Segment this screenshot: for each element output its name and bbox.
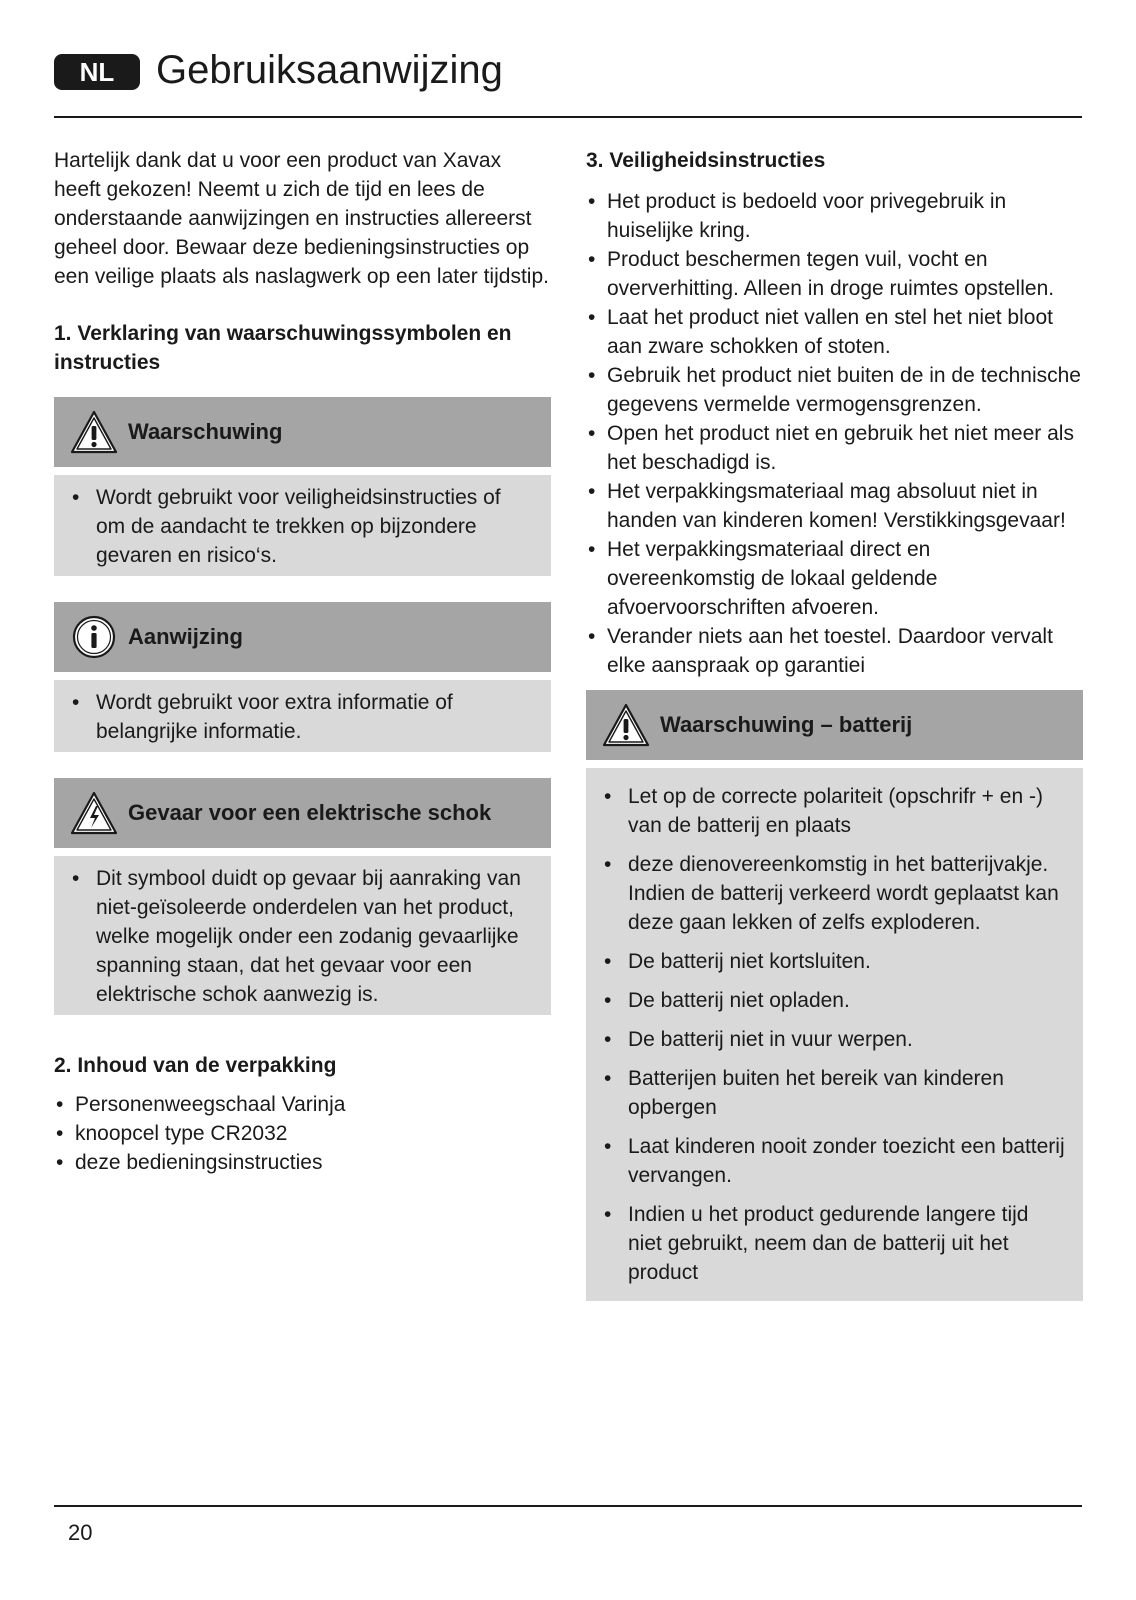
notice-battery-header <box>586 690 1083 760</box>
list-item: • Let op de correcte polariteit (opschrifr + en -) van de batterij en plaats <box>602 782 1067 840</box>
notice-battery-warning <box>586 690 1083 1301</box>
section2-heading: 2. Inhoud van de verpakking <box>54 1054 337 1077</box>
list-item: • Product beschermen tegen vuil, vocht en oververhitting. Alleen in droge ruimtes opstellen. <box>586 245 1083 303</box>
list-item: • Het product is bedoeld voor privegebruik in huiselijke kring. <box>586 187 1083 245</box>
safety-instructions-list <box>586 187 1083 680</box>
page-title: Gebruiksaanwijzing <box>156 48 503 92</box>
list-item: • Het verpakkingsmateriaal direct en overeenkomstig de lokaal geldende afvoervoorschriften afvoeren. <box>586 535 1083 622</box>
list-item: • Dit symbool duidt op gevaar bij aanraking van niet-geïsoleerde onderdelen van het product, welke mogelijk onder een zodanig gevaarlijke spanning staan, dat het gevaar voor een elektrische schok aanwezig is. <box>70 864 535 1009</box>
notice-info <box>54 602 551 752</box>
list-item: • deze dienovereenkomstig in het batterijvakje. Indien de batterij verkeerd wordt geplaatst kan deze gaan lekken of zelfs exploderen. <box>602 850 1067 937</box>
intro-text: Hartelijk dank dat u voor een product van Xavax heeft gekozen! Neemt u zich de tijd en lees de onderstaande aanwijzingen en instructies allereerst geheel door. Bewaar deze bedieningsinstructies op een veilige plaats als naslagwerk op een later tijdstip. <box>54 149 549 288</box>
list-item: • De batterij niet opladen. <box>602 986 1067 1015</box>
list-item: • De batterij niet kortsluiten. <box>602 947 1067 976</box>
notice-info-header <box>54 602 551 672</box>
list-item: • Indien u het product gedurende langere tijd niet gebruikt, neem dan de batterij uit het product <box>602 1200 1067 1287</box>
language-badge: NL <box>54 54 140 90</box>
right-column <box>586 146 1083 1327</box>
warning-triangle-icon <box>70 409 118 455</box>
notice-electric-shock-header <box>54 778 551 848</box>
list-item: • Wordt gebruikt voor extra informatie of belangrijke informatie. <box>70 688 535 746</box>
page-number: 20 <box>68 1520 93 1545</box>
notice-battery-title: Waarschuwing – batterij <box>660 712 913 737</box>
notice-warning <box>54 397 551 576</box>
notice-info-title: Aanwijzing <box>128 624 243 649</box>
left-column <box>54 146 551 1177</box>
notice-warning-header <box>54 397 551 467</box>
electric-shock-icon <box>70 790 118 836</box>
section3-heading: 3. Veiligheidsinstructies <box>586 149 826 172</box>
warning-triangle-icon <box>602 702 650 748</box>
notice-warning-body <box>54 475 551 576</box>
page-header <box>54 46 1082 118</box>
list-item: • deze bedieningsinstructies <box>54 1148 551 1177</box>
list-item: • knoopcel type CR2032 <box>54 1119 551 1148</box>
notice-electric-shock-title: Gevaar voor een elektrische schok <box>128 800 492 825</box>
notice-battery-body <box>586 768 1083 1301</box>
page-footer <box>54 1505 1082 1545</box>
list-item: • Personenweegschaal Varinja <box>54 1090 551 1119</box>
notice-electric-shock-body <box>54 856 551 1015</box>
package-contents-list <box>54 1090 551 1177</box>
list-item: • Wordt gebruikt voor veiligheidsinstructies of om de aandacht te trekken op bijzondere gevaren en risico‘s. <box>70 483 535 570</box>
list-item: • Batterijen buiten het bereik van kinderen opbergen <box>602 1064 1067 1122</box>
notice-electric-shock <box>54 778 551 1015</box>
list-item: • De batterij niet in vuur werpen. <box>602 1025 1067 1054</box>
list-item: • Laat het product niet vallen en stel het niet bloot aan zware schokken of stoten. <box>586 303 1083 361</box>
list-item: • Open het product niet en gebruik het niet meer als het beschadigd is. <box>586 419 1083 477</box>
notice-info-body <box>54 680 551 752</box>
list-item: • Verander niets aan het toestel. Daardoor vervalt elke aanspraak op garantiei <box>586 622 1083 680</box>
list-item: • Laat kinderen nooit zonder toezicht een batterij vervangen. <box>602 1132 1067 1190</box>
notice-warning-title: Waarschuwing <box>128 419 283 444</box>
list-item: • Gebruik het product niet buiten de in de technische gegevens vermelde vermogensgrenzen. <box>586 361 1083 419</box>
section1-heading: 1. Verklaring van waarschuwingssymbolen en instructies <box>54 322 512 374</box>
info-icon <box>70 614 118 660</box>
list-item: • Het verpakkingsmateriaal mag absoluut niet in handen van kinderen komen! Verstikkingsgevaar! <box>586 477 1083 535</box>
